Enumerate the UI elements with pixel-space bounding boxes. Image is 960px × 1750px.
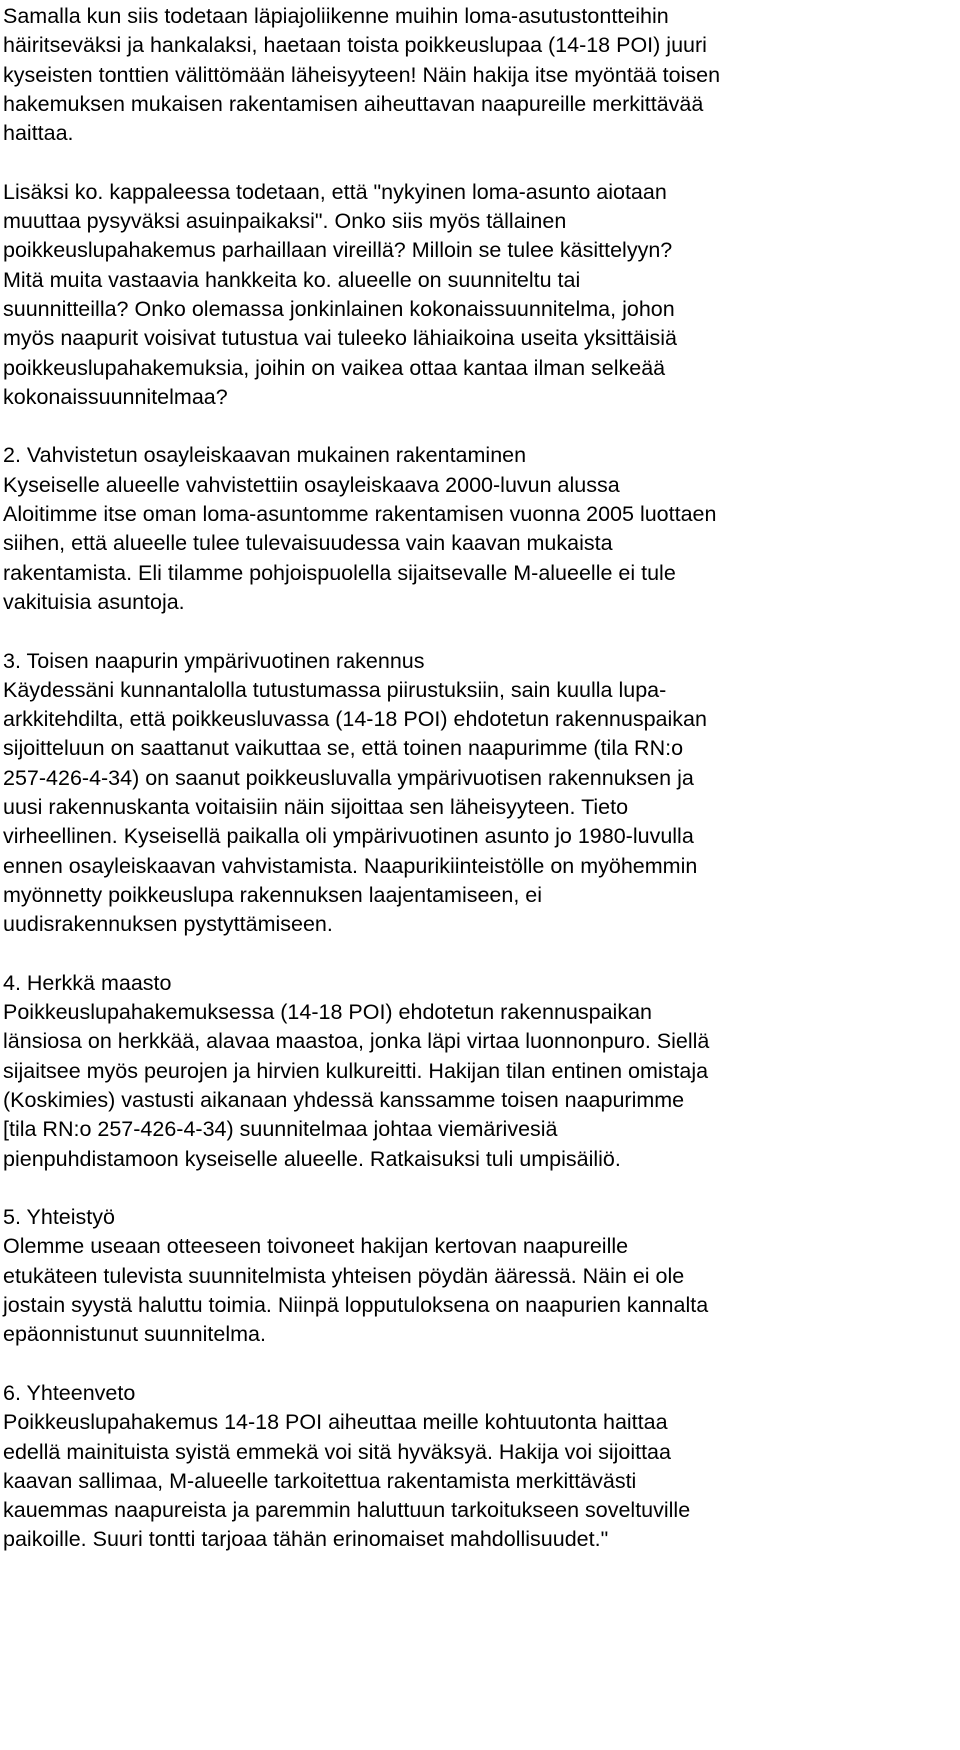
text-line: kauemmas naapureista ja paremmin haluttuun tarkoitukseen soveltuville <box>3 1498 691 1523</box>
text-line: 257-426-4-34) on saanut poikkeusluvalla ympärivuotisen rakennuksen ja <box>3 765 694 790</box>
text-line: sijoitteluun on saattanut vaikuttaa se, että toinen naapurimme (tila RN:o <box>3 736 684 761</box>
text-line: suunnitteilla? Onko olemassa jonkinlainen kokonaissuunnitelma, johon <box>3 296 675 321</box>
text-line: 6. Yhteenveto <box>3 1380 136 1405</box>
text-line: Lisäksi ko. kappaleessa todetaan, että "nykyinen loma-asunto aiotaan <box>3 179 667 204</box>
text-line: hakemuksen mukaisen rakentamisen aiheuttavan naapureille merkittävää <box>3 91 704 116</box>
text-line: pienpuhdistamoon kyseiselle alueelle. Ratkaisuksi tuli umpisäiliö. <box>3 1146 621 1171</box>
text-line: 4. Herkkä maasto <box>3 970 172 995</box>
text-line: siihen, että alueelle tulee tulevaisuudessa vain kaavan mukaista <box>3 531 613 556</box>
text-line: myönnetty poikkeuslupa rakennuksen laajentamiseen, ei <box>3 882 543 907</box>
paragraph <box>3 441 953 617</box>
text-line: uudisrakennuksen pystyttämiseen. <box>3 912 333 937</box>
paragraph <box>3 647 953 940</box>
paragraph-gap <box>3 148 953 177</box>
text-line: jostain syystä haluttu toimia. Niinpä lopputuloksena on naapurien kannalta <box>3 1293 709 1318</box>
paragraph-gap <box>3 940 953 969</box>
text-line: Mitä muita vastaavia hankkeita ko. alueelle on suunniteltu tai <box>3 267 581 292</box>
text-line: Käydessäni kunnantalolla tutustumassa piirustuksiin, sain kuulla lupa- <box>3 677 667 702</box>
paragraph <box>3 1379 953 1555</box>
text-line: epäonnistunut suunnitelma. <box>3 1322 266 1347</box>
text-line: 5. Yhteistyö <box>3 1205 115 1230</box>
text-line: etukäteen tulevista suunnitelmista yhteisen pöydän ääressä. Näin ei ole <box>3 1263 685 1288</box>
text-line: Poikkeuslupahakemus 14-18 POI aiheuttaa meille kohtuutonta haittaa <box>3 1410 668 1435</box>
paragraph-gap <box>3 1350 953 1379</box>
text-line: kaavan sallimaa, M-alueelle tarkoitettua rakentamista merkittävästi <box>3 1468 637 1493</box>
text-line: kokonaissuunnitelmaa? <box>3 384 228 409</box>
paragraph-gap <box>3 412 953 441</box>
paragraph <box>3 178 953 412</box>
text-line: uusi rakennuskanta voitaisiin näin sijoittaa sen läheisyyteen. Tieto <box>3 795 629 820</box>
text-line: Kyseiselle alueelle vahvistettiin osayleiskaava 2000-luvun alussa <box>3 472 620 497</box>
text-line: ennen osayleiskaavan vahvistamista. Naapurikiinteistölle on myöhemmin <box>3 853 698 878</box>
text-line: poikkeuslupahakemus parhaillaan vireillä? Milloin se tulee käsittelyyn? <box>3 238 673 263</box>
text-line: häiritseväksi ja hankalaksi, haetaan toista poikkeuslupaa (14-18 POI) juuri <box>3 33 707 58</box>
text-line: sijaitsee myös peurojen ja hirvien kulkureitti. Hakijan tilan entinen omistaja <box>3 1058 709 1083</box>
text-line: Poikkeuslupahakemuksessa (14-18 POI) ehdotetun rakennuspaikan <box>3 1000 652 1025</box>
document-page <box>3 2 953 1555</box>
paragraph <box>3 969 953 1174</box>
paragraph-gap <box>3 617 953 646</box>
text-line: (Koskimies) vastusti aikanaan yhdessä kanssamme toisen naapurimme <box>3 1087 685 1112</box>
text-line: kyseisten tonttien välittömään läheisyyteen! Näin hakija itse myöntää toisen <box>3 62 721 87</box>
text-line: [tila RN:o 257-426-4-34) suunnitelmaa johtaa viemärivesiä <box>3 1117 558 1142</box>
text-line: myös naapurit voisivat tutustua vai tuleeko lähiaikoina useita yksittäisiä <box>3 326 678 351</box>
text-line: haittaa. <box>3 121 74 146</box>
text-line: Samalla kun siis todetaan läpiajoliikenne muihin loma-asutustontteihin <box>3 4 669 28</box>
paragraph-gap <box>3 1174 953 1203</box>
text-line: 3. Toisen naapurin ympärivuotinen rakennus <box>3 648 425 673</box>
text-line: poikkeuslupahakemuksia, joihin on vaikea ottaa kantaa ilman selkeää <box>3 355 666 380</box>
text-line: 2. Vahvistetun osayleiskaavan mukainen rakentaminen <box>3 443 527 468</box>
paragraph <box>3 1203 953 1349</box>
text-line: Olemme useaan otteeseen toivoneet hakijan kertovan naapureille <box>3 1234 629 1259</box>
text-line: länsiosa on herkkää, alavaa maastoa, jonka läpi virtaa luonnonpuro. Siellä <box>3 1029 710 1054</box>
text-line: rakentamista. Eli tilamme pohjoispuolella sijaitsevalle M-alueelle ei tule <box>3 560 676 585</box>
text-line: edellä mainituista syistä emmekä voi sitä hyväksyä. Hakija voi sijoittaa <box>3 1439 671 1464</box>
text-line: Aloitimme itse oman loma-asuntomme rakentamisen vuonna 2005 luottaen <box>3 502 717 527</box>
text-line: arkkitehdilta, että poikkeusluvassa (14-18 POI) ehdotetun rakennuspaikan <box>3 707 707 732</box>
text-line: vakituisia asuntoja. <box>3 589 185 614</box>
paragraph <box>3 2 953 148</box>
text-line: muuttaa pysyväksi asuinpaikaksi". Onko siis myös tällainen <box>3 209 567 234</box>
text-line: virheellinen. Kyseisellä paikalla oli ympärivuotinen asunto jo 1980-luvulla <box>3 824 694 849</box>
text-line: paikoille. Suuri tontti tarjoaa tähän erinomaiset mahdollisuudet." <box>3 1527 609 1552</box>
